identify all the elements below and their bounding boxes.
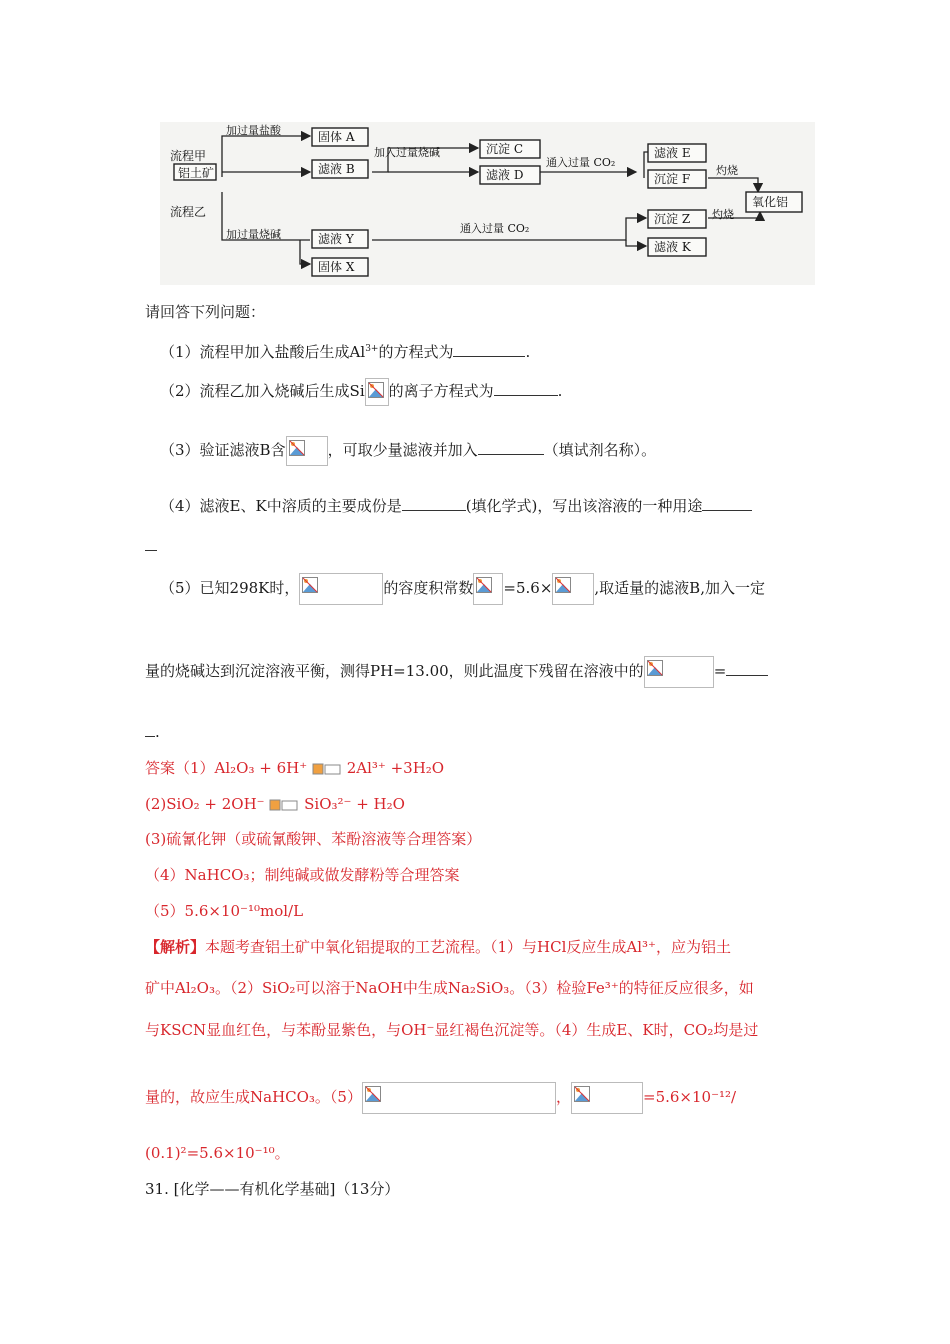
answer-blank[interactable] [726,661,768,676]
formula-image [571,1082,643,1114]
answer-2: (2)SiO₂ + 2OH⁻ SiO₃²⁻ + H₂O [145,795,405,813]
broken-image-icon [302,577,318,593]
question-4-cont [145,536,157,556]
analysis-line-1: 【解析】本题考查铝土矿中氧化铝提取的工艺流程。（1）与HCl反应生成Al³⁺，应为铝土 [145,938,731,956]
analysis-line-5: (0.1)²=5.6×10⁻¹⁰。 [145,1144,290,1162]
process-flow-diagram [160,122,815,285]
answer-5: （5）5.6×10⁻¹⁰mol/L [145,902,304,920]
answer-blank[interactable] [453,342,525,357]
formula-image [552,573,594,605]
question-4: （4）滤液E、K中溶质的主要成份是 (填化学式)，写出该溶液的一种用途 [160,496,752,516]
answer-blank[interactable] [478,440,544,455]
reaction-arrow-icon [312,762,342,776]
burn-2-label: 灼烧 [712,208,734,221]
question-5: （5）已知298K时， 的容度积常数 =5.6× ,取适量的滤液B,加入一定 [160,573,765,605]
broken-image-icon [476,577,492,593]
precip-z-label: 沉淀 Z [654,212,691,226]
ore-label: 铝土矿 [178,166,215,180]
answer-4: （4）NaHCO₃；制纯碱或做发酵粉等合理答案 [145,866,460,884]
add-hcl-label: 加过量盐酸 [226,124,281,137]
broken-image-icon [289,440,305,456]
answer-blank[interactable] [145,722,155,737]
broken-image-icon [365,1086,381,1102]
analysis-line-2: 矿中Al₂O₃。（2）SiO₂可以溶于NaOH中生成Na₂SiO₃。（3）检验Fe³⁺的特征反应很多，如 [145,979,754,997]
formula-image [362,1082,556,1114]
broken-image-icon [574,1086,590,1102]
add-naoh-1-label: 加入过量烧碱 [374,146,440,159]
answer-blank[interactable] [702,496,752,511]
precip-c-label: 沉淀 C [486,142,523,156]
broken-image-icon [647,660,663,676]
co2-2-label: 通入过量 CO₂ [460,222,530,235]
co2-1-label: 通入过量 CO₂ [546,156,616,169]
analysis-label: 【解析】 [145,938,206,956]
broken-image-icon [555,577,571,593]
questions-intro: 请回答下列问题： [145,303,266,321]
answer-3: (3)硫氰化钾（或硫氰酸钾、苯酚溶液等合理答案） [145,830,482,848]
formula-image [365,378,389,406]
formula-image [644,656,714,688]
filtrate-d-label: 滤液 D [486,168,524,182]
answer-blank[interactable] [145,536,157,551]
question-3: （3）验证滤液B含 ，可取少量滤液并加入 （填试剂名称）。 [160,436,656,466]
burn-1-label: 灼烧 [716,164,738,177]
solid-a-label: 固体 A [318,130,355,144]
filtrate-e-label: 滤液 E [654,146,691,160]
analysis-line-4: 量的，故应生成NaHCO₃。（5） ， =5.6×10⁻¹²/ [145,1082,736,1114]
flow-b-label: 流程乙 [170,205,207,219]
precip-f-label: 沉淀 F [654,172,691,186]
formula-image [473,573,503,605]
question-2: （2）流程乙加入烧碱后生成Si 的离子方程式为 . [160,378,562,406]
answer-blank[interactable] [494,381,558,396]
question-5-end: . [145,722,160,742]
filtrate-k-label: 滤液 K [654,240,691,254]
reaction-arrow-icon [269,798,299,812]
question-1: （1）流程甲加入盐酸后生成$Al^{3+}$的方程式为 . [160,343,531,361]
broken-image-icon [368,382,384,398]
solid-x-label: 固体 X [318,260,355,274]
next-question-heading: 31. [化学——有机化学基础]（13分） [145,1180,400,1198]
question-5-line2: 量的烧碱达到沉淀溶液平衡，测得PH=13.00，则此温度下残留在溶液中的 = [145,656,768,688]
formula-image [299,573,383,605]
answer-blank[interactable] [402,496,466,511]
formula-image [286,436,328,466]
flow-a-label: 流程甲 [170,149,207,163]
analysis-line-3: 与KSCN显血红色，与苯酚显紫色，与OH⁻显红褐色沉淀等。（4）生成E、K时，CO₂均是过 [145,1021,759,1039]
filtrate-y-label: 滤液 Y [318,232,354,246]
alumina-label: 氧化铝 [752,195,789,209]
filtrate-b-label: 滤液 B [318,162,355,176]
add-naoh-2-label: 加过量烧碱 [226,228,281,241]
answer-1: 答案（1）Al₂O₃ + 6H⁺ 2Al³⁺ +3H₂O [145,759,445,777]
